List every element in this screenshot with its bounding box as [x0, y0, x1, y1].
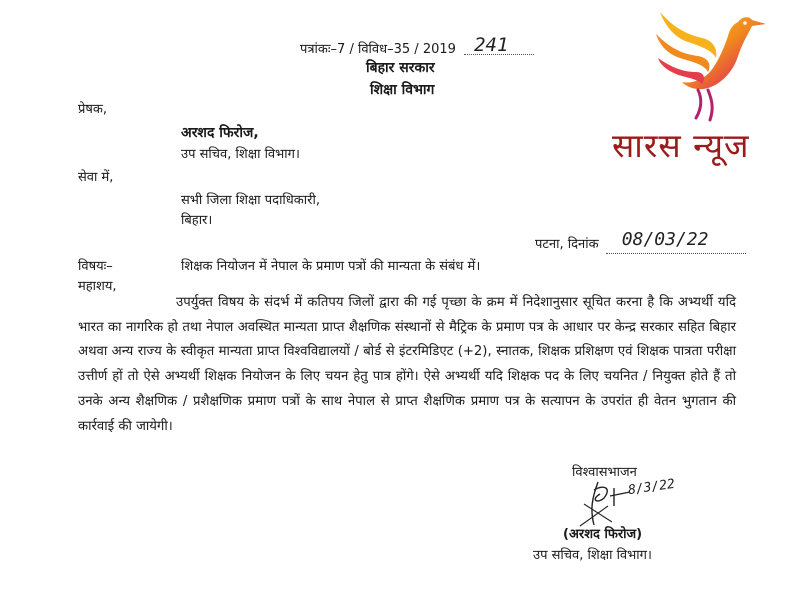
sender-label: प्रेषक, [78, 102, 108, 117]
government-name: बिहार सरकार [366, 60, 435, 76]
recipient-label: सेवा में, [78, 170, 114, 185]
department-name: शिक्षा विभाग [370, 82, 435, 98]
subject-text: शिक्षक नियोजन में नेपाल के प्रमाण पत्रों की मान्यता के संबंध में। [181, 259, 481, 274]
reference-number-line [300, 36, 534, 59]
brand-name: सारस न्यूज [612, 126, 750, 165]
recipient-line-2: बिहार। [181, 213, 213, 228]
crane-bird-logo-icon [652, 4, 772, 122]
sender-designation: उप सचिव, शिक्षा विभाग। [181, 147, 300, 162]
letter-body-text: उपर्युक्त विषय के संदर्भ में कतिपय जिलों द्वारा की गई पृच्छा के क्रम में निदेशानुसार सूचित करना है कि अभ्यर्थी यदि भारत का नागरिक हो तथा नेपाल अवस्थित मान्यता प्राप्त शैक्षणिक संस्थानों से मैट्रिक के प्रमाण पत्र के आधार पर केन्द्र सरकार सहित बिहार अथवा अन्य राज्य के स्वीकृत मान्यता प्राप्त विश्वविद्यालयों / बोर्ड से इंटरमिडिएट (+2), स्नातक, शिक्षक प्रशिक्षण एवं शिक्षक पात्रता परीक्षा उत्तीर्ण हों तो ऐसे अभ्यर्थी शिक्षक नियोजन के लिए चयन हेतु पात्र होंगे। ऐसे अभ्यर्थी यदि शिक्षक पद के लिए चयनित / नियुक्त होते हैं तो उनके अन्य शैक्षणिक / प्रशैक्षणिक प्रमाण पत्रों के साथ नेपाल से प्राप्त शैक्षणिक प्रमाण पत्र के सत्यापन के उपरांत ही वेतन भुगतान की कार्रवाई की जायेगी। [78, 295, 736, 434]
letter-body [78, 291, 736, 439]
signature-date: 8/3/22 [627, 476, 676, 499]
closing: विश्वासभाजन [572, 465, 637, 480]
place-date-label: पटना, दिनांक [535, 237, 599, 252]
handwritten-reference-number: 241 [474, 34, 509, 56]
recipient-line-1: सभी जिला शिक्षा पदाधिकारी, [181, 193, 320, 208]
handwritten-date: 08/03/22 [621, 229, 709, 250]
reference-number: पत्रांकः–7 / विविध–35 / 2019 [300, 42, 456, 57]
reference-number-blank [464, 32, 534, 55]
signature-scribble [560, 470, 710, 530]
signatory-name: (अरशद फिरोज) [563, 527, 643, 542]
place-date-line [535, 229, 746, 254]
sender-name: अरशद फिरोज, [181, 125, 259, 141]
salutation: महाशय, [78, 279, 117, 294]
date-blank [606, 229, 746, 254]
subject-label: विषयः– [78, 259, 113, 274]
signatory-designation: उप सचिव, शिक्षा विभाग। [533, 548, 652, 563]
